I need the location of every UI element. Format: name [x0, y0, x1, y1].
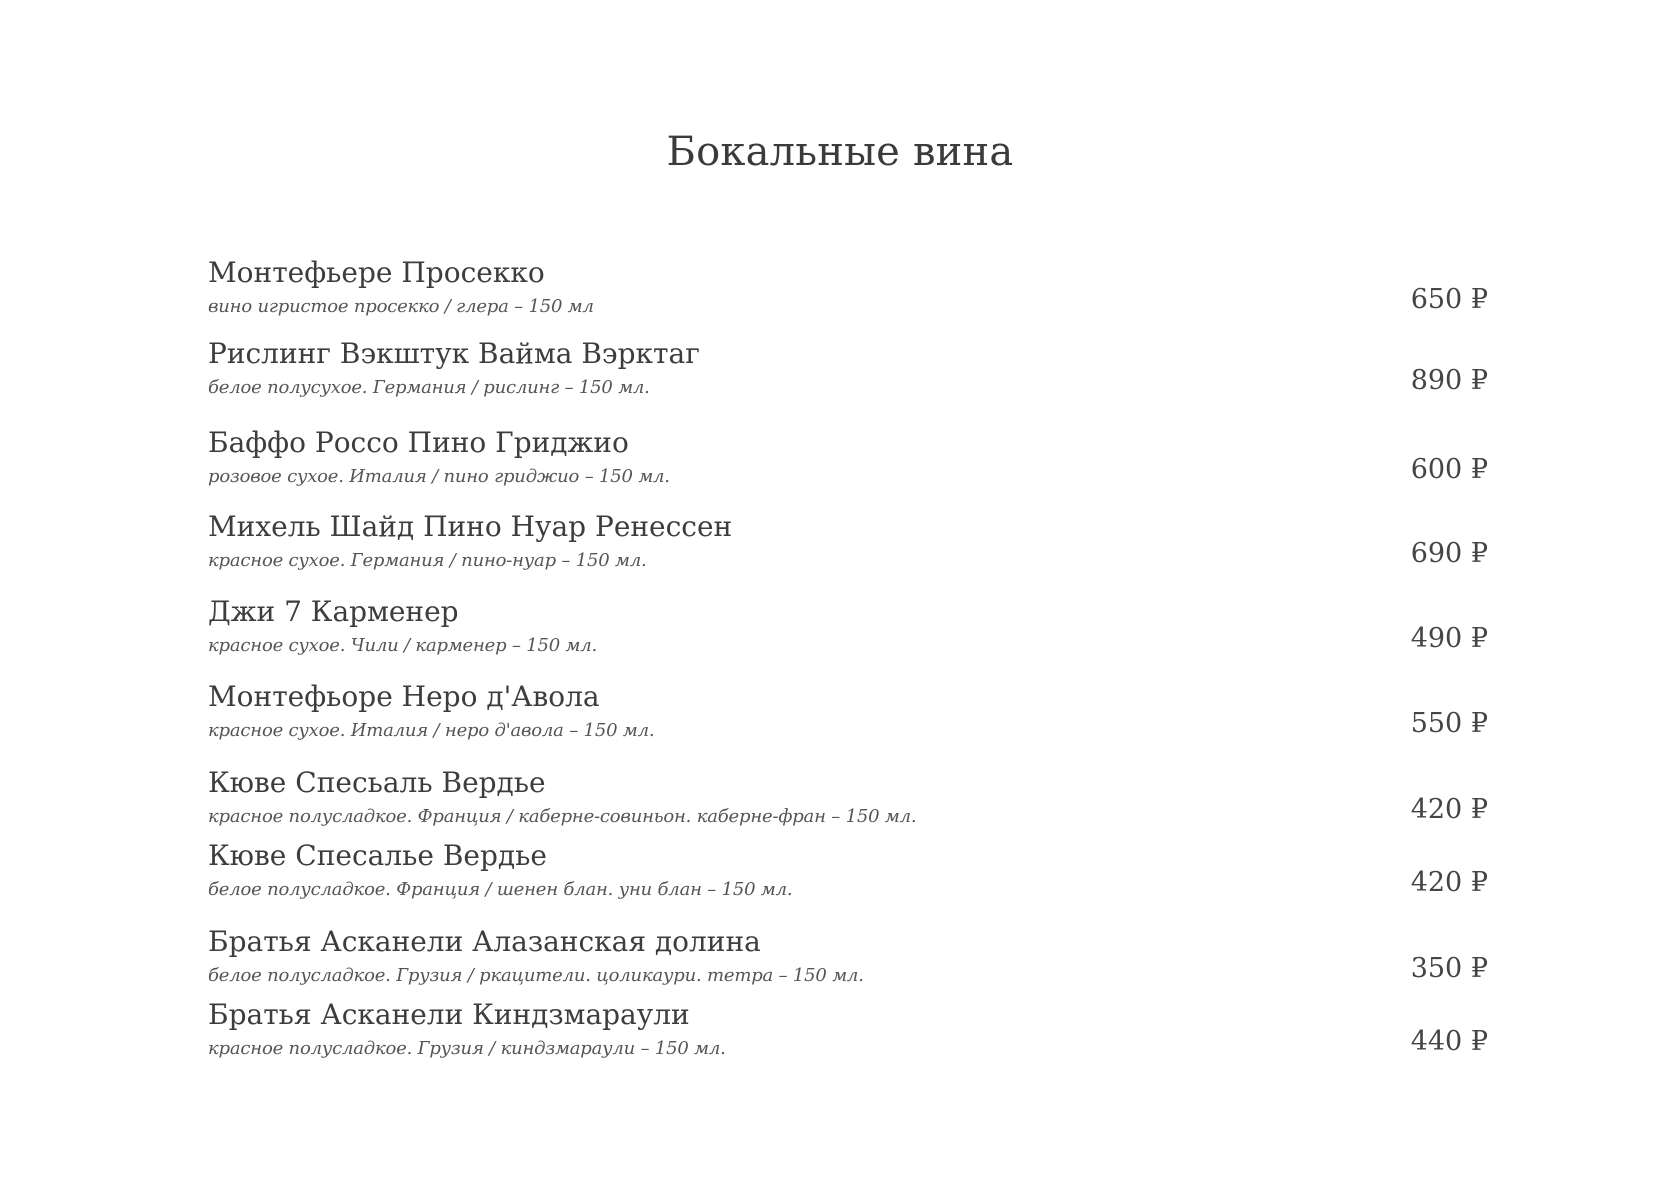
- wine-price: 350 ₽: [1410, 953, 1488, 984]
- wine-name: Джи 7 Карменер: [208, 595, 459, 628]
- menu-item-7: [208, 839, 1488, 909]
- wine-description: белое полусладкое. Грузия / ркацители. цоликаури. тетра – 150 мл.: [208, 965, 864, 986]
- wine-price: 650 ₽: [1410, 284, 1488, 315]
- wine-price: 420 ₽: [1410, 867, 1488, 898]
- wine-name: Братья Асканели Алазанская долина: [208, 925, 761, 958]
- wine-price: 690 ₽: [1410, 538, 1488, 569]
- page-title: Бокальные вина: [666, 129, 1014, 175]
- wine-price: 420 ₽: [1410, 794, 1488, 825]
- wine-name: Рислинг Вэкштук Вайма Вэрктаг: [208, 337, 700, 370]
- wine-name: Кюве Спесьаль Вердье: [208, 766, 546, 799]
- wine-name: Кюве Спесалье Вердье: [208, 839, 547, 872]
- wine-description: розовое сухое. Италия / пино гриджио – 150 мл.: [208, 466, 670, 487]
- menu-item-4: [208, 595, 1488, 665]
- wine-description: красное сухое. Чили / карменер – 150 мл.: [208, 635, 598, 656]
- menu-item-8: [208, 925, 1488, 995]
- menu-item-5: [208, 680, 1488, 750]
- wine-name: Баффо Россо Пино Гриджио: [208, 426, 629, 459]
- wine-price: 440 ₽: [1410, 1026, 1488, 1057]
- wine-description: красное полусладкое. Грузия / киндзмараули – 150 мл.: [208, 1038, 726, 1059]
- wine-price: 550 ₽: [1410, 708, 1488, 739]
- menu-item-6: [208, 766, 1488, 836]
- wine-description: белое полусладкое. Франция / шенен блан. уни блан – 150 мл.: [208, 879, 793, 900]
- menu-item-3: [208, 510, 1488, 580]
- wine-name: Братья Асканели Киндзмараули: [208, 998, 690, 1031]
- wine-price: 600 ₽: [1410, 454, 1488, 485]
- wine-name: Михель Шайд Пино Нуар Ренессен: [208, 510, 733, 543]
- wine-price: 890 ₽: [1410, 365, 1488, 396]
- menu-item-2: [208, 426, 1488, 496]
- wine-price: 490 ₽: [1410, 623, 1488, 654]
- menu-item-0: [208, 256, 1488, 326]
- wine-name: Монтефьере Просекко: [208, 256, 545, 289]
- wine-description: вино игристое просекко / глера – 150 мл: [208, 296, 594, 317]
- menu-item-1: [208, 337, 1488, 407]
- menu-item-9: [208, 998, 1488, 1068]
- wine-description: красное полусладкое. Франция / каберне-совиньон. каберне-фран – 150 мл.: [208, 806, 917, 827]
- wine-description: красное сухое. Германия / пино-нуар – 150 мл.: [208, 550, 647, 571]
- wine-name: Монтефьоре Неро д'Авола: [208, 680, 600, 713]
- wine-description: белое полусухое. Германия / рислинг – 150 мл.: [208, 377, 650, 398]
- wine-description: красное сухое. Италия / неро д'авола – 150 мл.: [208, 720, 655, 741]
